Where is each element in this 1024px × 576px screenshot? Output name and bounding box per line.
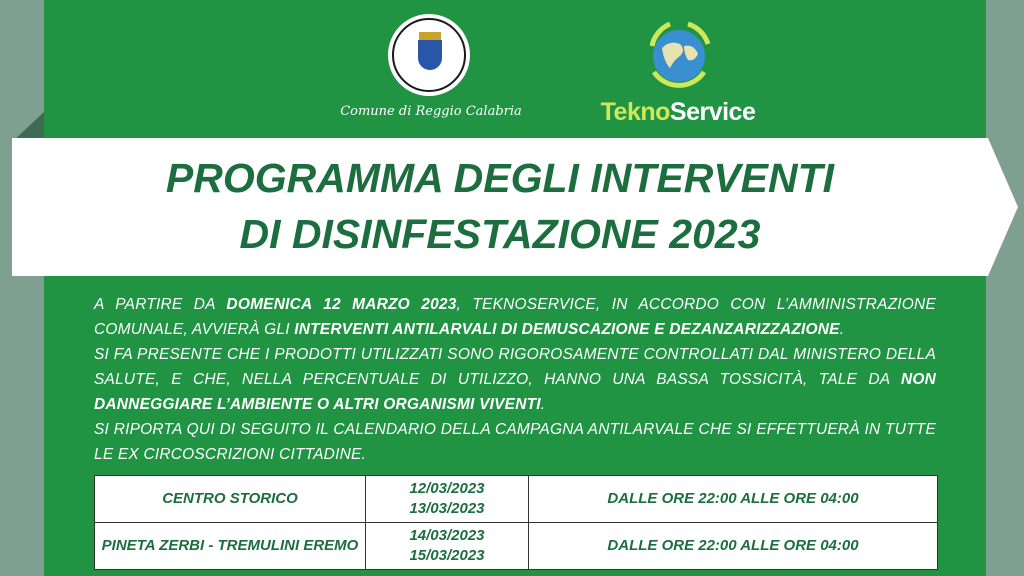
date-cell (366, 523, 529, 570)
time-cell: DALLE ORE 22:00 ALLE ORE 04:00 (529, 476, 938, 523)
title-line-2: DI DISINFESTAZIONE 2023 (239, 211, 761, 257)
banner-fold (14, 112, 44, 140)
date-end: 15/03/2023 (409, 547, 485, 564)
seal-crown-icon (419, 32, 441, 40)
intro-p1-e: . (839, 321, 845, 338)
intro-p2-a: SI FA PRESENTE CHE I PRODOTTI UTILIZZATI SONO RIGOROSAMENTE CONTROLLATI DAL MINISTERO DELLA SALUTE, E CHE, NELLA PERCENTUALE DI UTILIZZO, HANNO UNA BASSA TOSSICITÀ, TALE DA (94, 346, 936, 388)
intro-text (94, 292, 936, 467)
service-text: Service (669, 98, 756, 126)
zone-cell: PINETA ZERBI - TREMULINI EREMO (95, 523, 366, 570)
time-cell: DALLE ORE 22:00 ALLE ORE 04:00 (529, 523, 938, 570)
comune-label: Comune di Reggio Calabria (340, 104, 522, 119)
banner-arrow-tip (988, 138, 1018, 276)
table-row (95, 523, 938, 570)
intro-p1-interventions: INTERVENTI ANTILARVALI DI DEMUSCAZIONE E DEZANZARIZZAZIONE (294, 321, 840, 338)
date-start: 12/03/2023 (409, 480, 485, 497)
intro-p1-c: , TEKNOSERVICE, IN ACCORDO CON L’AMMINISTRAZIONE COMUNALE, AVVIERÀ GLI (94, 296, 936, 338)
teknoservice-wordmark (588, 98, 768, 127)
date-start: 14/03/2023 (409, 527, 485, 544)
date-end: 13/03/2023 (409, 500, 485, 517)
intro-p3: SI RIPORTA QUI DI SEGUITO IL CALENDARIO DELLA CAMPAGNA ANTILARVALE CHE SI EFFETTUERÀ IN TUTTE LE EX CIRCOSCRIZIONI CITTADINE. (94, 421, 936, 463)
left-side-panel (0, 0, 44, 576)
intro-p1-date: DOMENICA 12 MARZO 2023 (226, 296, 457, 313)
table-row (95, 476, 938, 523)
zone-cell: CENTRO STORICO (95, 476, 366, 523)
intro-p2-c: . (540, 396, 546, 413)
intro-p1-a: A PARTIRE DA (94, 296, 227, 313)
title-line-1: PROGRAMMA DEGLI INTERVENTI (165, 155, 835, 201)
seal-shield-icon (418, 40, 442, 70)
right-side-panel (986, 0, 1024, 576)
page-title (12, 150, 988, 262)
teknoservice-globe-logo (640, 16, 718, 90)
intro-p2-emphasis: NON DANNEGGIARE L’AMBIENTE O ALTRI ORGANISMI VIVENTI (94, 371, 936, 413)
tekno-text: Tekno (600, 98, 670, 126)
date-cell (366, 476, 529, 523)
comune-seal-logo (388, 14, 470, 96)
schedule-table (94, 475, 938, 570)
